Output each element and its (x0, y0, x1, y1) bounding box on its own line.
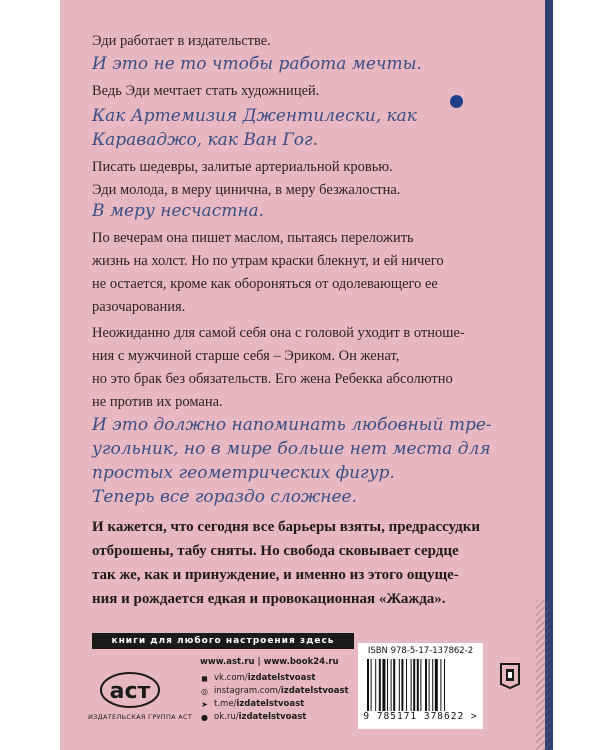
italic-line: угольник, но в мире больше нет места для (92, 439, 491, 459)
bold-line: так же, как и принуждение, и именно из этого ощуще- (92, 567, 459, 583)
barcode-bar (393, 659, 395, 711)
italic-line: Теперь все гораздо сложнее. (92, 487, 357, 507)
barcode-bar (440, 659, 441, 711)
text-line: Эди молода, в меру цинична, в меру безжалостна. (92, 182, 401, 198)
text-line: но это брак без обязательств. Его жена Ребекка абсолютно (92, 371, 453, 387)
logo-text: аст (109, 679, 151, 704)
barcode-bar (375, 659, 376, 711)
bold-line: отброшены, табу сняты. Но свобода сковывает сердце (92, 543, 459, 559)
social-link[interactable]: ◎ instagram.com/izdatelstvoast (201, 686, 349, 696)
barcode-bar (399, 659, 400, 711)
ast-logo (98, 669, 162, 709)
barcode-digits: 9 785171 378622 > (363, 711, 478, 722)
italic-line: Караваджо, как Ван Гог. (92, 130, 319, 150)
blue-dot-ornament (450, 95, 463, 108)
instagram-icon: ◎ (201, 686, 208, 696)
italic-line: простых геометрических фигур. (92, 463, 395, 483)
text-line: Ведь Эди мечтает стать художницей. (92, 83, 320, 99)
barcode-bar (420, 659, 421, 711)
decorative-pattern (536, 600, 550, 750)
barcode-bar (413, 659, 415, 711)
barcode-bar (391, 659, 392, 711)
isbn-number: ISBN 978-5-17-137862-2 (367, 646, 474, 656)
barcode-bar (401, 659, 403, 711)
barcode-bar (387, 659, 388, 711)
bold-line: ния и рождается едкая и провокационная «Жажда». (92, 591, 446, 607)
text-line: Эди работает в издательстве. (92, 33, 271, 49)
text-line: разочарования. (92, 299, 186, 315)
text-line: Неожиданно для самой себя она с головой уходит в отноше- (92, 325, 465, 341)
italic-line: Как Артемизия Джентилески, как (92, 106, 417, 126)
barcode-bar (382, 659, 385, 711)
barcode-bar (429, 659, 430, 711)
barcode (365, 659, 475, 711)
tagline-banner: книги для любого настроения здесь (92, 633, 354, 649)
barcode-bar (406, 659, 407, 711)
barcode-bar (417, 659, 419, 711)
barcode-bar (425, 659, 427, 711)
barcode-bar (411, 659, 412, 711)
barcode-bar (367, 659, 369, 711)
italic-line: И это не то чтобы работа мечты. (92, 54, 422, 74)
text-line: жизнь на холст. Но по утрам краски блекнут, и ей ничего (92, 253, 444, 269)
italic-line: В меру несчастна. (92, 201, 265, 221)
bold-line: И кажется, что сегодня все барьеры взяты, предрассудки (92, 519, 480, 535)
social-link[interactable]: ● ok.ru/izdatelstvoast (201, 712, 307, 722)
ok-icon: ● (201, 712, 208, 722)
telegram-icon: ➤ (201, 699, 208, 709)
text-line: ния с мужчиной старше себя – Эриком. Он женат, (92, 348, 400, 364)
social-link[interactable]: ◼ vk.com/izdatelstvoast (201, 673, 316, 683)
text-line: Писать шедевры, залитые артериальной кровью. (92, 159, 393, 175)
age-rating-icon (497, 660, 523, 690)
barcode-bar (435, 659, 438, 711)
social-link[interactable]: ➤ t.me/izdatelstvoast (201, 699, 305, 709)
italic-line: И это должно напоминать любовный тре- (92, 415, 492, 435)
page-margin (553, 0, 600, 750)
text-line: не против их романа. (92, 394, 223, 410)
barcode-bar (371, 659, 372, 711)
website-links[interactable]: www.ast.ru | www.book24.ru (200, 657, 339, 667)
text-line: не остается, кроме как обороняться от одолевающего ее (92, 276, 438, 292)
barcode-bar (444, 659, 445, 711)
barcode-bar (432, 659, 433, 711)
barcode-bar (379, 659, 381, 711)
text-line: По вечерам она пишет маслом, пытаясь переложить (92, 230, 414, 246)
publisher-caption: ИЗДАТЕЛЬСКАЯ ГРУППА АСТ (88, 713, 193, 721)
isbn-block (358, 643, 483, 729)
vk-icon: ◼ (201, 673, 208, 683)
